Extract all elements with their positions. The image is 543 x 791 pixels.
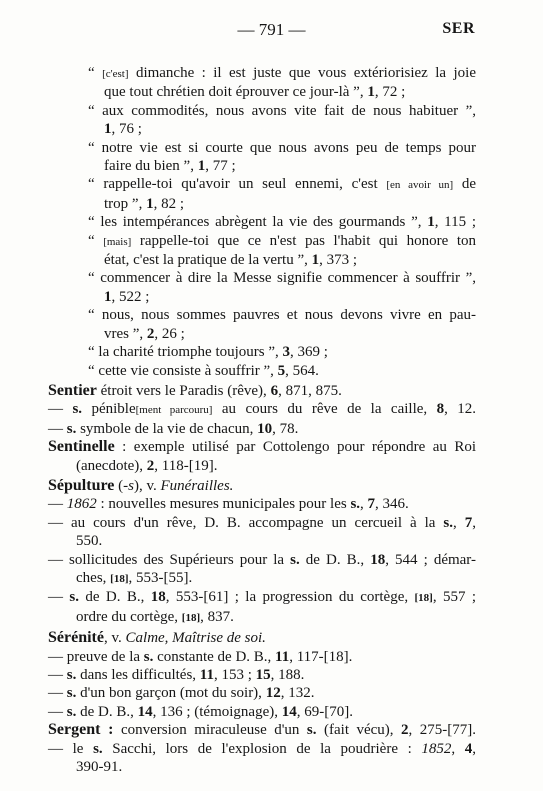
text-line: “ nous, nous sommes pauvres et nous devons vivre en pau- bbox=[88, 307, 476, 324]
text-line: — s. d'un bon garçon (mot du soir), 12, 132. bbox=[48, 685, 315, 702]
text-line: “ aux commodités, nous avons vite fait de nous habituer ”, bbox=[88, 102, 476, 119]
text-line: “ les intempérances abrègent la vie des gourmands ”, 1, 115 ; bbox=[88, 214, 476, 231]
text-line: — s. pénible[ment parcouru] au cours du rêve de la caille, 8, 12. bbox=[48, 401, 477, 418]
text-line: 390-91. bbox=[76, 759, 123, 776]
text-line: vres ”, 2, 26 ; bbox=[104, 325, 185, 342]
text-line: trop ”, 1, 82 ; bbox=[104, 195, 184, 212]
entry-sepulture: Sépulture (-s), v. Funérailles. bbox=[48, 476, 234, 494]
text-line: état, c'est la pratique de la vertu ”, 1, 373 ; bbox=[104, 252, 358, 269]
index-body bbox=[48, 64, 476, 776]
text-line: ches, [18], 553-[55]. bbox=[76, 569, 193, 586]
entry-heading: Sentinelle bbox=[48, 438, 115, 456]
entry-heading: Sérénité bbox=[48, 629, 104, 647]
text-line: “ cette vie consiste à souffrir ”, 5, 564. bbox=[88, 362, 319, 379]
running-head: SER bbox=[442, 20, 475, 37]
text-line: faire du bien ”, 1, 77 ; bbox=[104, 158, 236, 175]
text-line: ordre du cortège, [18], 837. bbox=[76, 608, 234, 625]
text-line: “ la charité triomphe toujours ”, 3, 369 ; bbox=[88, 344, 328, 361]
page-header bbox=[0, 20, 543, 44]
entry-heading: Sépulture bbox=[48, 476, 115, 494]
entry-sentinelle: Sentinelle : exemple utilisé par Cottolengo pour répondre au Roi bbox=[48, 438, 476, 456]
entry-heading: Sergent : bbox=[48, 721, 114, 739]
text-line: 550. bbox=[76, 533, 103, 550]
text-line: — au cours d'un rêve, D. B. accompagne un cercueil à la s., 7, bbox=[48, 514, 476, 531]
text-line: — s. de D. B., 18, 553-[61] ; la progression du cortège, [18], 557 ; bbox=[48, 589, 477, 606]
entry-serenite: Sérénité, v. Calme, Maîtrise de soi. bbox=[48, 629, 266, 647]
text-line: — s. de D. B., 14, 136 ; (témoignage), 14, 69-[70]. bbox=[48, 703, 353, 720]
text-line: (anecdote), 2, 118-[19]. bbox=[76, 457, 218, 474]
entry-heading: Sentier bbox=[48, 381, 97, 399]
text-line: “ rappelle-toi qu'avoir un seul ennemi, c'est [en avoir un] de bbox=[88, 176, 476, 193]
text-line: — 1862 : nouvelles mesures municipales pour les s., 7, 346. bbox=[48, 496, 409, 513]
text-line: — le s. Sacchi, lors de l'explosion de la poudrière : 1852, 4, bbox=[48, 740, 477, 757]
text-line: 1, 76 ; bbox=[104, 121, 142, 138]
text-line: “ commencer à dire la Messe signifie commencer à souffrir ”, bbox=[88, 270, 476, 287]
text-line: — preuve de la s. constante de D. B., 11, 117-[18]. bbox=[48, 648, 353, 665]
text-line: “ [mais] rappelle-toi que ce n'est pas l'habit qui honore ton bbox=[88, 232, 476, 249]
text-line: que tout chrétien doit éprouver ce jour-là ”, 1, 72 ; bbox=[104, 84, 406, 101]
text-line: “ notre vie est si courte que nous avons peu de temps pour bbox=[88, 139, 476, 156]
text-line: — s. dans les difficultés, 11, 153 ; 15, 188. bbox=[48, 667, 305, 683]
entry-sentier: Sentier étroit vers le Paradis (rêve), 6, 871, 875. bbox=[48, 381, 342, 399]
page-number: — 791 — bbox=[237, 20, 306, 39]
entry-sergent: Sergent : conversion miraculeuse d'un s. (fait vécu), 2, 275-[77]. bbox=[48, 721, 476, 739]
text-line: “ [c'est] dimanche : il est juste que vous extériorisiez la joie bbox=[88, 65, 476, 81]
text-line: — s. symbole de la vie de chacun, 10, 78. bbox=[48, 420, 299, 437]
text-line: — sollicitudes des Supérieurs pour la s. de D. B., 18, 544 ; démar- bbox=[48, 551, 477, 568]
text-line: 1, 522 ; bbox=[104, 288, 150, 305]
